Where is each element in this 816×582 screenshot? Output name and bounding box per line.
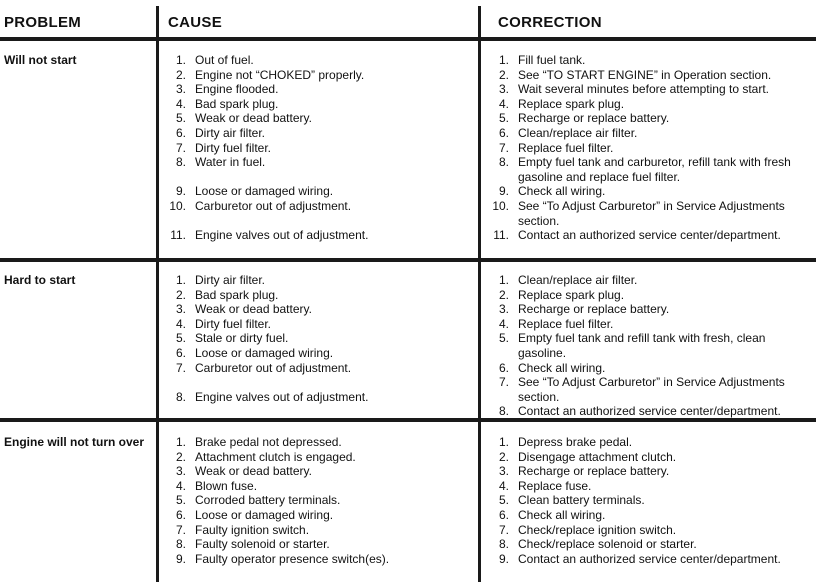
list-item [487,111,813,126]
item-text: Recharge or replace battery. [518,111,670,126]
item-number: 9. [175,551,186,566]
item-text: Engine valves out of adjustment. [195,389,369,404]
item-number: 1. [175,435,186,449]
item-number: 7. [175,140,186,155]
list-item [164,53,474,68]
item-number: 2. [498,287,509,302]
item-number: 1. [175,273,186,287]
item-text: Brake pedal not depressed. [195,435,342,449]
spacer [164,214,474,229]
header-cause: CAUSE [168,14,223,31]
item-text: Replace fuel filter. [518,140,614,155]
item-text: Disengage attachment clutch. [518,449,677,464]
item-text: Loose or damaged wiring. [195,507,334,522]
item-number: 8. [498,155,509,170]
list-item [487,479,813,494]
item-text: Replace fuse. [518,478,592,493]
list-item [164,361,474,376]
item-number: 7. [498,522,509,537]
item-number: 6. [175,345,186,360]
item-text: Weak or dead battery. [195,302,312,317]
item-number: 5. [498,331,509,346]
item-number: 6. [498,360,509,375]
item-number: 9. [498,184,509,199]
item-text: Attachment clutch is engaged. [195,449,356,464]
list-item [164,537,474,552]
correction-list-engine-will-not-turn-over [487,435,813,566]
item-text: Carburetor out of adjustment. [195,198,352,213]
problem-hard-to-start: Hard to start [4,273,76,287]
list-item [487,404,813,419]
item-text: Weak or dead battery. [195,111,312,126]
list-item [487,435,813,450]
item-text: Contact an authorized service center/department. [518,551,781,566]
item-number: 6. [498,507,509,522]
list-item [487,552,813,567]
item-text: Empty fuel tank and carburetor, refill tank with fresh gasoline and replace fuel filter. [518,155,791,184]
item-text: Carburetor out of adjustment. [195,360,352,375]
list-item [164,82,474,97]
list-item [487,273,813,288]
problem-engine-will-not-turn-over: Engine will not turn over [4,435,145,449]
list-item [164,435,474,450]
item-number: 1. [175,53,186,67]
list-item [164,141,474,156]
item-text: Out of fuel. [195,53,254,67]
correction-list-hard-to-start [487,273,813,419]
item-number: 8. [175,155,186,170]
item-text: Replace spark plug. [518,96,625,111]
list-item [164,111,474,126]
item-text: Clean/replace air filter. [518,273,638,287]
item-text: Empty fuel tank and refill tank with fresh, clean gasoline. [518,331,766,360]
list-item [164,317,474,332]
list-item [164,552,474,567]
item-number: 7. [175,360,186,375]
item-number: 6. [175,507,186,522]
list-item [487,68,813,83]
list-item [487,141,813,156]
item-number: 10. [492,198,509,213]
item-text: Check all wiring. [518,184,606,199]
list-item [164,523,474,538]
list-item [487,537,813,552]
item-number: 6. [175,125,186,140]
item-text: Dirty air filter. [195,125,266,140]
item-number: 3. [175,302,186,317]
item-text: Clean battery terminals. [518,493,645,508]
item-text: See “TO START ENGINE” in Operation section. [518,67,772,82]
item-number: 9. [175,184,186,199]
correction-list-will-not-start [487,53,813,243]
item-text: Recharge or replace battery. [518,464,670,479]
item-number: 3. [498,302,509,317]
item-number: 5. [175,111,186,126]
list-item [487,82,813,97]
list-item [164,273,474,288]
list-item [487,288,813,303]
header-rule [0,37,816,41]
item-text: Bad spark plug. [195,96,279,111]
list-item [487,523,813,538]
item-text: Recharge or replace battery. [518,302,670,317]
list-item [164,228,474,243]
item-text: Replace fuel filter. [518,316,614,331]
item-text: Loose or damaged wiring. [195,184,334,199]
list-item [487,184,813,199]
list-item [164,479,474,494]
list-item [164,155,474,170]
item-number: 8. [175,537,186,552]
item-text: Weak or dead battery. [195,464,312,479]
item-text: Faulty ignition switch. [195,522,310,537]
item-number: 2. [175,449,186,464]
item-number: 11. [170,228,186,243]
item-text: Clean/replace air filter. [518,125,638,140]
item-number: 5. [175,331,186,346]
item-number: 4. [498,96,509,111]
item-number: 2. [175,67,186,82]
column-divider-problem-cause [156,6,159,582]
item-text: Replace spark plug. [518,287,625,302]
list-item [487,361,813,376]
list-item [487,199,813,228]
item-text: Loose or damaged wiring. [195,345,334,360]
item-text: Blown fuse. [195,478,258,493]
item-number: 1. [498,53,509,67]
list-item [164,450,474,465]
item-text: Contact an authorized service center/department. [518,228,781,243]
list-item [164,464,474,479]
list-item [487,126,813,141]
item-text: Faulty operator presence switch(es). [195,551,390,566]
list-item [487,302,813,317]
cause-list-will-not-start [164,53,474,243]
item-number: 7. [175,522,186,537]
spacer [164,375,474,390]
list-item [164,302,474,317]
item-number: 3. [175,464,186,479]
item-number: 8. [498,404,509,419]
spacer [164,170,474,185]
list-item [164,346,474,361]
item-text: Faulty solenoid or starter. [195,537,330,552]
list-item [164,331,474,346]
item-text: Check all wiring. [518,360,606,375]
item-number: 4. [175,96,186,111]
header-problem: PROBLEM [4,14,82,31]
item-text: See “To Adjust Carburetor” in Service Adjustments section. [518,375,785,404]
item-text: Wait several minutes before attempting to start. [518,82,769,97]
list-item [487,155,813,184]
list-item [164,493,474,508]
cause-list-engine-will-not-turn-over [164,435,474,566]
item-number: 4. [175,316,186,331]
item-number: 10. [169,198,186,213]
item-number: 4. [498,316,509,331]
item-number: 2. [498,67,509,82]
item-text: Bad spark plug. [195,287,279,302]
item-number: 4. [175,478,186,493]
item-text: Check/replace solenoid or starter. [518,537,697,552]
item-number: 3. [498,82,509,97]
item-number: 7. [498,375,509,390]
list-item [487,450,813,465]
list-item [487,228,813,243]
cause-list-hard-to-start [164,273,474,404]
item-number: 6. [498,125,509,140]
item-number: 7. [498,140,509,155]
item-text: Dirty fuel filter. [195,140,272,155]
item-text: Contact an authorized service center/department. [518,404,781,419]
item-text: Stale or dirty fuel. [195,331,289,346]
problem-will-not-start: Will not start [4,53,77,67]
list-item [487,97,813,112]
item-text: Dirty fuel filter. [195,316,272,331]
item-number: 9. [498,551,509,566]
list-item [487,317,813,332]
item-number: 3. [498,464,509,479]
item-number: 8. [175,389,186,404]
item-text: Fill fuel tank. [518,53,586,67]
item-text: Check all wiring. [518,507,606,522]
item-text: Engine flooded. [195,82,279,97]
list-item [164,508,474,523]
list-item [164,199,474,214]
item-number: 8. [498,537,509,552]
item-number: 1. [498,435,509,449]
column-divider-cause-correction [478,6,481,582]
list-item [164,97,474,112]
item-number: 4. [498,478,509,493]
header-correction: CORRECTION [498,14,602,31]
list-item [164,68,474,83]
item-text: Check/replace ignition switch. [518,522,677,537]
list-item [487,375,813,404]
list-item [487,331,813,360]
list-item [487,508,813,523]
row-divider-1 [0,258,816,262]
list-item [487,493,813,508]
list-item [164,184,474,199]
list-item [164,288,474,303]
item-text: Engine not “CHOKED” properly. [195,67,365,82]
item-number: 2. [498,449,509,464]
list-item [164,390,474,405]
list-item [487,464,813,479]
item-number: 5. [498,493,509,508]
item-text: See “To Adjust Carburetor” in Service Adjustments section. [518,198,785,228]
item-number: 2. [175,287,186,302]
item-number: 5. [498,111,509,126]
item-number: 3. [175,82,186,97]
item-text: Corroded battery terminals. [195,493,341,508]
item-text: Engine valves out of adjustment. [195,228,369,243]
list-item [487,53,813,68]
item-text: Dirty air filter. [195,273,266,287]
list-item [164,126,474,141]
item-number: 1. [498,273,509,287]
item-number: 11. [493,228,509,243]
item-text: Depress brake pedal. [518,435,633,449]
item-number: 5. [175,493,186,508]
item-text: Water in fuel. [195,155,266,170]
